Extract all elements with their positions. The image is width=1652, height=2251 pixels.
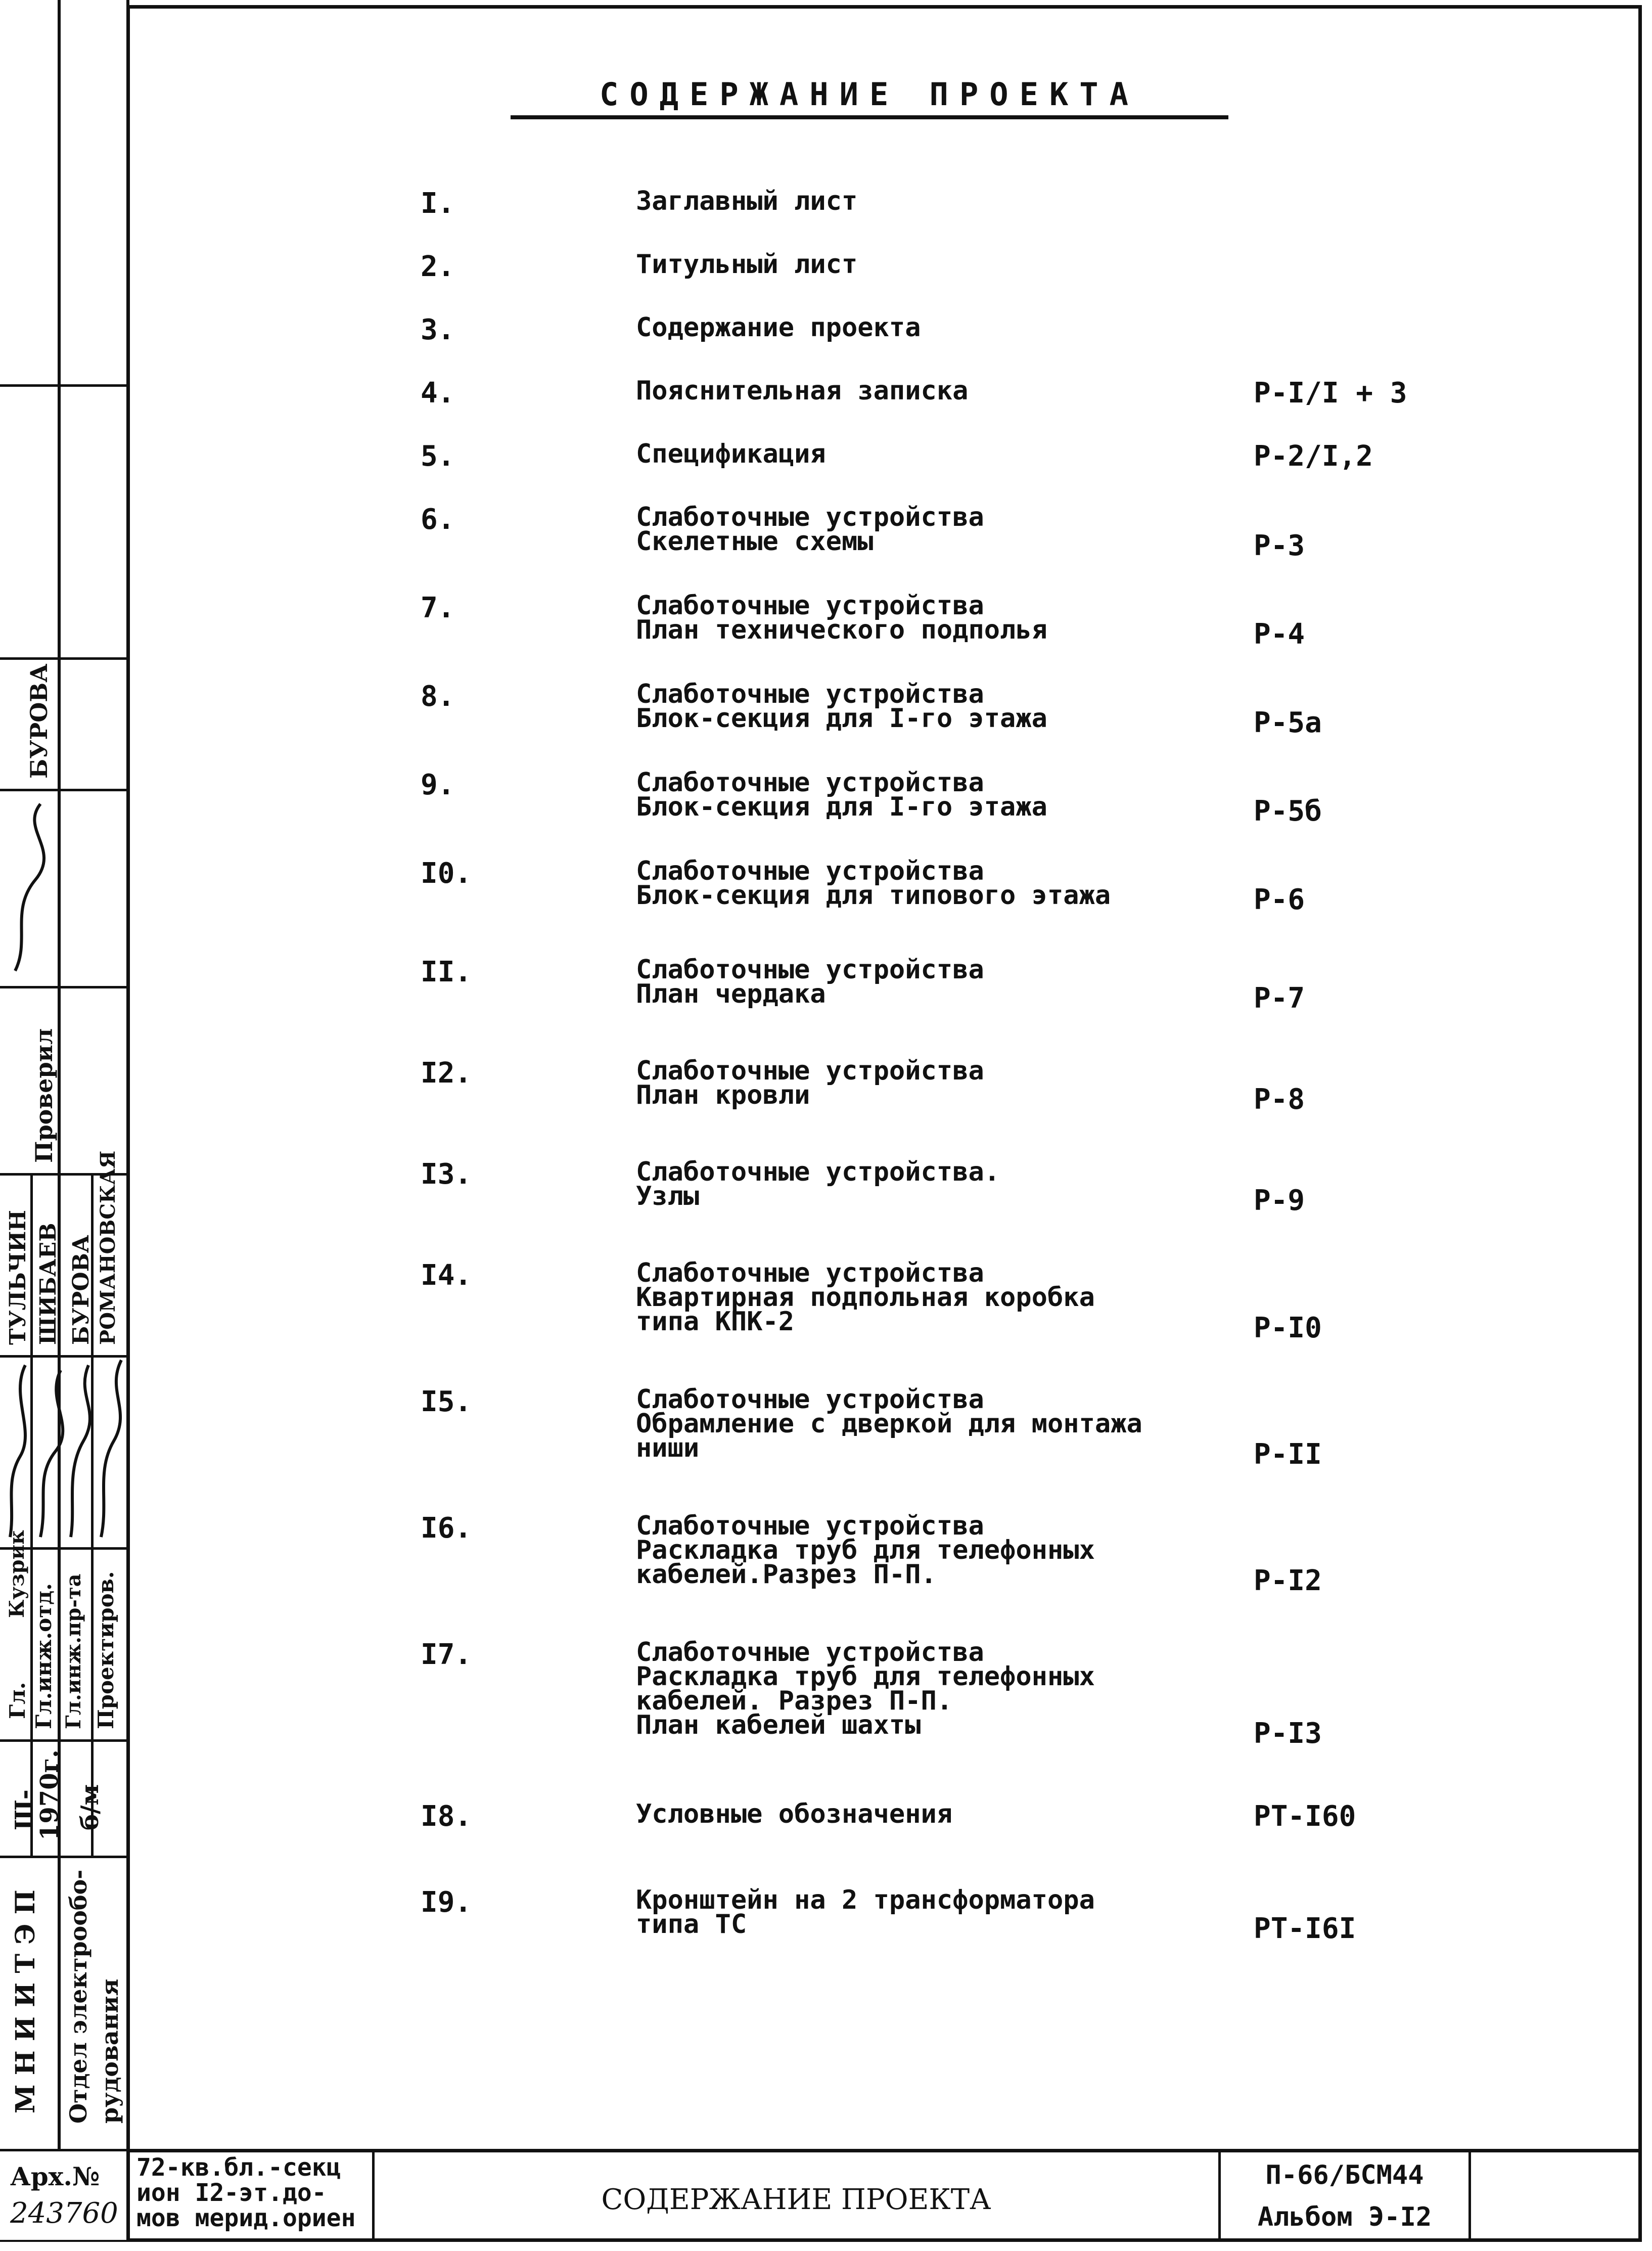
strip-divider xyxy=(0,384,129,387)
project-code: П-66/БСМ44 xyxy=(1265,2160,1424,2190)
contents-description xyxy=(636,186,858,216)
contents-description-line: Слаботочные устройства xyxy=(636,679,984,709)
object-description xyxy=(136,2155,355,2231)
contents-description-line: План кабелей шахты xyxy=(636,1710,921,1740)
contents-sheet-code: Р-I3 xyxy=(1254,1717,1322,1750)
contents-number: I3. xyxy=(421,1158,472,1191)
sheet-ref: б/м xyxy=(76,1784,104,1830)
contents-sheet-code: Р-5а xyxy=(1254,706,1322,739)
contents-description xyxy=(636,376,969,406)
contents-description-line: Слаботочные устройства xyxy=(636,856,984,886)
date-year: 1970г. xyxy=(35,1749,64,1840)
contents-description xyxy=(636,768,1047,822)
contents-description-line: Слаботочные устройства xyxy=(636,1384,984,1415)
contents-description-line: Раскладка труб для телефонных xyxy=(636,1661,1095,1692)
contents-description xyxy=(636,1799,953,1829)
contents-description-line: Слаботочные устройства xyxy=(636,768,984,798)
contents-number: I5. xyxy=(421,1385,472,1418)
contents-sheet-code: Р-I0 xyxy=(1254,1312,1322,1344)
contents-description-line: Пояснительная записка xyxy=(636,376,969,406)
strip-divider xyxy=(0,1856,129,1858)
stamp-divider xyxy=(1218,2149,1221,2242)
contents-number: 2. xyxy=(421,250,455,283)
contents-description xyxy=(636,439,826,469)
checker-signature xyxy=(0,789,61,986)
stamp-divider xyxy=(372,2149,375,2242)
contents-sheet-code: Р-8 xyxy=(1254,1083,1305,1116)
contents-description xyxy=(636,1157,1000,1211)
contents-description-line: План технического подполья xyxy=(636,615,1047,645)
contents-number: I2. xyxy=(421,1057,472,1090)
contents-number: 7. xyxy=(421,592,455,624)
contents-sheet-code: Р-3 xyxy=(1254,529,1305,562)
contents-description-line: Слаботочные устройства xyxy=(636,1637,984,1668)
contents-number: I. xyxy=(421,187,455,220)
contents-description-line: Титульный лист xyxy=(636,249,858,280)
checker-name: БУРОВА xyxy=(25,663,53,779)
contents-sheet-code: Р-4 xyxy=(1254,618,1305,651)
contents-description xyxy=(636,502,984,557)
contents-sheet-code: Р-9 xyxy=(1254,1184,1305,1217)
contents-description-line: Слаботочные устройства xyxy=(636,1056,984,1086)
date-prefix: Ш- xyxy=(10,1789,38,1830)
signature-1 xyxy=(10,1365,25,1537)
contents-description-line: Слаботочные устройства xyxy=(636,1511,984,1541)
contents-number: I6. xyxy=(421,1512,472,1545)
album-number: Альбом Э-I2 xyxy=(1257,2202,1432,2232)
strip-divider xyxy=(0,986,129,988)
contents-description xyxy=(636,1637,1095,1740)
contents-number: 5. xyxy=(421,440,455,473)
contents-description-line: Слаботочные устройства xyxy=(636,1258,984,1288)
contents-sheet-code: Р-7 xyxy=(1254,982,1305,1015)
name-3: БУРОВА xyxy=(68,1235,94,1345)
contents-description-line: Обрамление с дверкой для монтажа xyxy=(636,1409,1142,1439)
contents-description-line: Скелетные схемы xyxy=(636,526,874,557)
contents-number: I7. xyxy=(421,1638,472,1671)
role-chief-project: Гл.инж.пр-та xyxy=(62,1573,85,1729)
name-2: ШИБАЕВ xyxy=(35,1223,61,1345)
strip-divider xyxy=(0,2149,129,2151)
contents-description-line: Квартирная подпольная коробка xyxy=(636,1282,1095,1313)
contents-description-line: Блок-секция для I-го этажа xyxy=(636,703,1047,734)
arch-label: Арх.№ xyxy=(10,2162,100,2191)
contents-description-line: Кронштейн на 2 трансформатора xyxy=(636,1885,1095,1915)
contents-sheet-code: РТ-I6I xyxy=(1254,1912,1356,1945)
object-line-3: мов мерид.ориен xyxy=(136,2204,356,2232)
contents-description xyxy=(636,1258,1095,1337)
department-2: рудования xyxy=(96,1978,123,2124)
page-title: СОДЕРЖАНИЕ ПРОЕКТА xyxy=(600,76,1139,113)
contents-sheet-code: Р-6 xyxy=(1254,883,1305,916)
stamp-top-border xyxy=(126,2149,1642,2152)
contents-number: I9. xyxy=(421,1886,472,1919)
contents-description-line: Блок-секция для типового этажа xyxy=(636,880,1111,911)
object-line-1: 72-кв.бл.-секц xyxy=(136,2153,341,2182)
contents-description-line: Условные обозначения xyxy=(636,1799,953,1829)
contents-description xyxy=(636,312,921,343)
contents-description-line: Блок-секция для I-го этажа xyxy=(636,792,1047,822)
contents-description-line: Спецификация xyxy=(636,439,826,469)
contents-number: I4. xyxy=(421,1259,472,1292)
contents-description-line: Содержание проекта xyxy=(636,312,921,343)
contents-description xyxy=(636,856,1111,911)
contents-description-line: План чердака xyxy=(636,979,826,1009)
strip-divider xyxy=(0,1739,129,1742)
role-designer: Проектиров. xyxy=(94,1571,118,1729)
contents-description xyxy=(636,591,1047,645)
signature-3 xyxy=(71,1365,90,1537)
contents-sheet-code: РТ-I60 xyxy=(1254,1800,1356,1833)
contents-description-line: типа КПК-2 xyxy=(636,1307,795,1337)
contents-number: 3. xyxy=(421,313,455,346)
contents-description-line: Слаботочные устройства xyxy=(636,502,984,532)
signatures-block xyxy=(0,1355,129,1547)
contents-number: I8. xyxy=(421,1800,472,1833)
contents-description-line: Слаботочные устройства xyxy=(636,591,984,621)
name-1: ТУЛЬЧИН xyxy=(5,1210,31,1345)
contents-description-line: План кровли xyxy=(636,1080,810,1110)
stamp-bottom-border xyxy=(0,2240,1642,2242)
strip-divider xyxy=(0,657,129,660)
sheet-title: СОДЕРЖАНИЕ ПРОЕКТА xyxy=(601,2183,991,2216)
contents-description-line: Раскладка труб для телефонных xyxy=(636,1535,1095,1565)
contents-number: 6. xyxy=(421,503,455,536)
contents-description-line: ниши xyxy=(636,1433,700,1463)
contents-sheet-code: Р-I2 xyxy=(1254,1564,1322,1597)
contents-sheet-code: Р-5б xyxy=(1254,795,1322,828)
org-name: М Н И И Т Э П xyxy=(10,1889,41,2113)
name-4: РОМАНОВСКАЯ xyxy=(96,1150,120,1345)
contents-description xyxy=(636,1885,1095,1940)
contents-description-line: Слаботочные устройства. xyxy=(636,1157,1000,1187)
role-chief: Гл. xyxy=(5,1682,30,1719)
contents-sheet-code: Р-II xyxy=(1254,1438,1322,1471)
contents-description xyxy=(636,249,858,280)
contents-description-line: кабелей. Разрез П-П. xyxy=(636,1686,953,1716)
role-chief-dept: Гл.инж.отд. xyxy=(31,1583,56,1729)
contents-sheet-code: Р-2/I,2 xyxy=(1254,440,1373,473)
signature-2 xyxy=(40,1370,63,1537)
contents-sheet-code: Р-I/I + 3 xyxy=(1254,377,1407,410)
contents-description xyxy=(636,1056,984,1110)
title-underline xyxy=(511,115,1228,119)
contents-number: 8. xyxy=(421,680,455,713)
object-line-2: ион I2-эт.до- xyxy=(136,2179,327,2207)
contents-description-line: типа ТС xyxy=(636,1909,747,1940)
contents-description-line: кабелей.Разрез П-П. xyxy=(636,1559,937,1590)
role-cut: Кузрик xyxy=(5,1529,29,1618)
contents-number: I0. xyxy=(421,857,472,890)
arch-number: 243760 xyxy=(10,2197,118,2230)
contents-description xyxy=(636,955,984,1009)
contents-number: 4. xyxy=(421,377,455,410)
contents-description xyxy=(636,679,1047,734)
contents-description xyxy=(636,1384,1142,1463)
signature-4 xyxy=(101,1360,121,1537)
contents-description-line: Заглавный лист xyxy=(636,186,858,216)
contents-description-line: Слаботочные устройства xyxy=(636,955,984,985)
department: Отдел электрообо- xyxy=(65,1869,92,2124)
contents-description xyxy=(636,1511,1095,1590)
checked-label: Проверил xyxy=(30,1028,58,1163)
stamp-divider xyxy=(1469,2149,1471,2242)
contents-number: II. xyxy=(421,956,472,988)
contents-description-line: Узлы xyxy=(636,1181,700,1211)
contents-number: 9. xyxy=(421,769,455,801)
